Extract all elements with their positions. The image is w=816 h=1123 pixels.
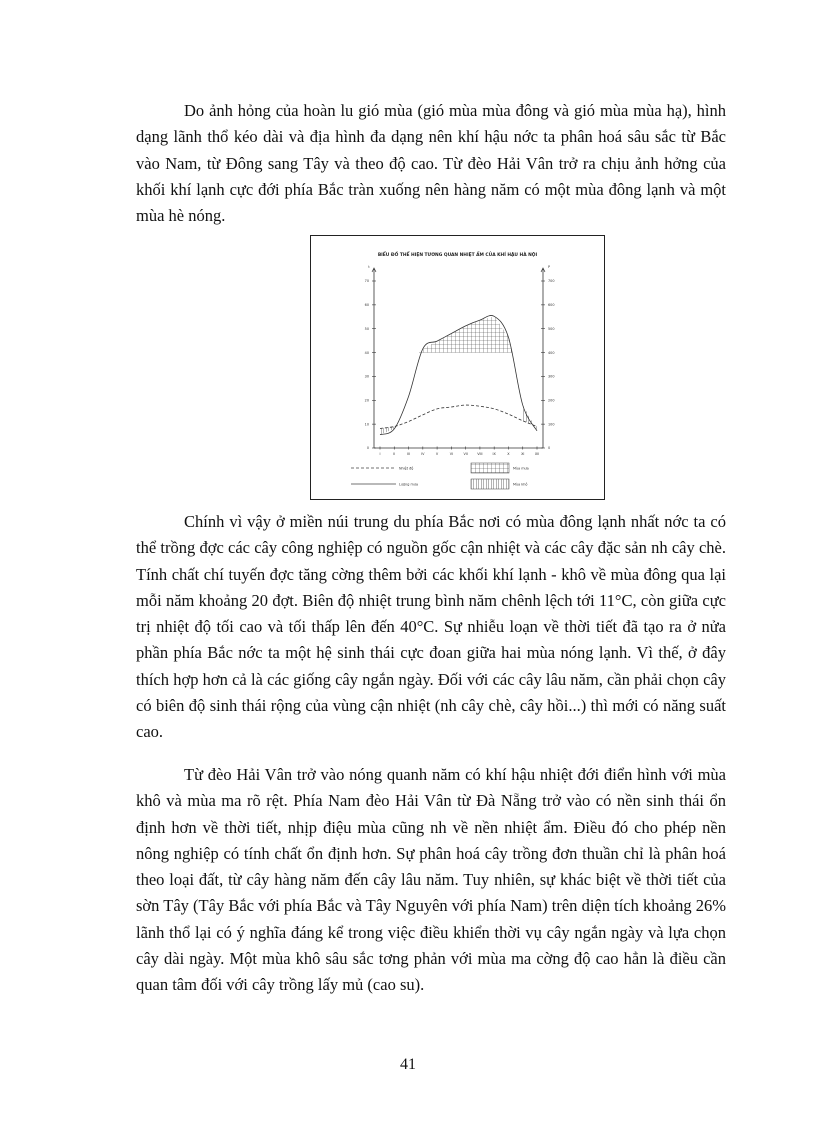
paragraph-intro: Do ảnh hỏng của hoàn lu gió mùa (gió mùa mùa đông và gió mùa mùa hạ), hình dạng lãnh thổ kéo dài và địa hình đa dạng nên khí hậu nớc ta phân hoá sâu sắc từ Bắc vào Nam, từ Đông sang Tây và theo độ cao. Từ đèo Hải Vân trở ra chịu ảnh hởng của khối khí lạnh cực đới phía Bắc tràn xuống nên hàng năm có một mùa đông lạnh và một mùa hè nóng. [136, 101, 726, 226]
x-tick-label: XI [521, 452, 525, 456]
climate-chart-figure [310, 235, 605, 500]
x-tick-label: III [407, 452, 411, 456]
left-axis-label: t [368, 265, 370, 269]
right-tick-label: 500 [548, 326, 555, 331]
paragraph-northern-climate: Chính vì vậy ở miền núi trung du phía Bắc nơi có mùa đông lạnh nhất nớc ta có thể trồng đợc các cây công nghiệp có nguồn gốc cận nhiệt và các cây đặc sản nh cây chè. Tính chất chí tuyến đợc tăng cờng thêm bởi các khối khí lạnh - khô về mùa đông qua lại mỗi năm khoảng 20 đợt. Biên độ nhiệt trung bình năm chênh lệch tới 11°C, còn giữa cực trị nhiệt độ tối cao và tối thấp lên đến 40°C. Sự nhiễu loạn về thời tiết đã tạo ra ở nửa phần phía Bắc nớc ta một hệ sinh thái cực đoan giữa hai mùa nóng lạnh. Vì thế, ở đây thích hợp hơn cả là các giống cây ngắn ngày. Đối với các cây lâu năm, cần phải chọn cây có biên độ sinh thái rộng của vùng cận nhiệt (nh cây chè, cây hồi...) thì mới có năng suất cao. [136, 512, 726, 742]
x-tick-label: VI [449, 452, 454, 456]
paragraph-southern-climate: Từ đèo Hải Vân trở vào nóng quanh năm có khí hậu nhiệt đới điển hình với mùa khô và mùa ma rõ rệt. Phía Nam đèo Hải Vân từ Đà Nẵng trở vào có nền sinh thái ổn định hơn về thời tiết, nhịp điệu mùa cũng nh về nền nhiệt ẩm. Điều đó cho phép nền nông nghiệp có tính chất ổn định hơn. Sự phân hoá cây trồng đơn thuần chỉ là phân hoá theo loại đất, từ cây hàng năm đến cây lâu năm. Tuy nhiên, sự khác biệt về thời tiết của sờn Tây (Tây Bắc với phía Bắc và Tây Nguyên với phía Nam) trên diện tích khoảng 26% lãnh thổ lại có ý nghĩa đáng kể trong việc điều khiển thời vụ cây ngắn ngày và lựa chọn cây dài ngày. Một mùa khô sâu sắc tơng phản với mùa ma cờng độ cao hẳn là điều cần quan tâm đối với cây trồng lấy mủ (cao su). [136, 765, 726, 995]
x-tick-label: VII [463, 452, 468, 456]
right-tick-label: 600 [548, 303, 555, 308]
x-tick-label: V [435, 452, 439, 456]
left-tick-label: 30 [364, 374, 369, 379]
x-tick-label: XII [534, 452, 540, 456]
right-tick-label: 400 [548, 350, 555, 355]
legend-wet-season-swatch [471, 463, 509, 473]
x-tick-label: IX [492, 452, 496, 456]
left-tick-label: 40 [364, 350, 369, 355]
left-tick-label: 50 [364, 326, 369, 331]
right-tick-label: 300 [548, 374, 555, 379]
left-tick-label: 60 [364, 303, 369, 308]
dry-season-area-end [523, 405, 537, 431]
legend-wet-season-label: Mùa mưa [513, 466, 529, 471]
climate-chart [311, 236, 604, 499]
x-tick-label: I [379, 452, 381, 456]
right-tick-label: 100 [548, 422, 555, 427]
x-tick-label: VIII [477, 452, 483, 456]
x-tick-label: IV [421, 452, 425, 456]
right-axis-label: P [547, 265, 551, 269]
wet-season-area [419, 316, 513, 352]
left-tick-label: 0 [366, 446, 369, 451]
right-tick-label: 0 [548, 446, 551, 451]
left-tick-label: 10 [364, 422, 369, 427]
legend-dry-season-label: Mùa khô [513, 482, 528, 487]
chart-title: BIỂU ĐỒ THỂ HIỆN TƯƠNG QUAN NHIỆT ẨM CỦA KHÍ HẬU HÀ NỘI [377, 253, 538, 258]
legend-temperature-label: Nhiệt độ [399, 466, 414, 471]
x-tick-label: X [507, 452, 510, 456]
left-tick-label: 70 [364, 279, 369, 284]
x-tick-label: II [393, 452, 396, 456]
right-tick-label: 700 [548, 279, 555, 284]
left-tick-label: 20 [364, 398, 369, 403]
page-number: 41 [400, 1056, 416, 1073]
legend-rainfall-label: Lượng mưa [399, 482, 419, 487]
legend-dry-season-swatch [471, 479, 509, 489]
temperature-line [380, 405, 537, 428]
right-tick-label: 200 [548, 398, 555, 403]
